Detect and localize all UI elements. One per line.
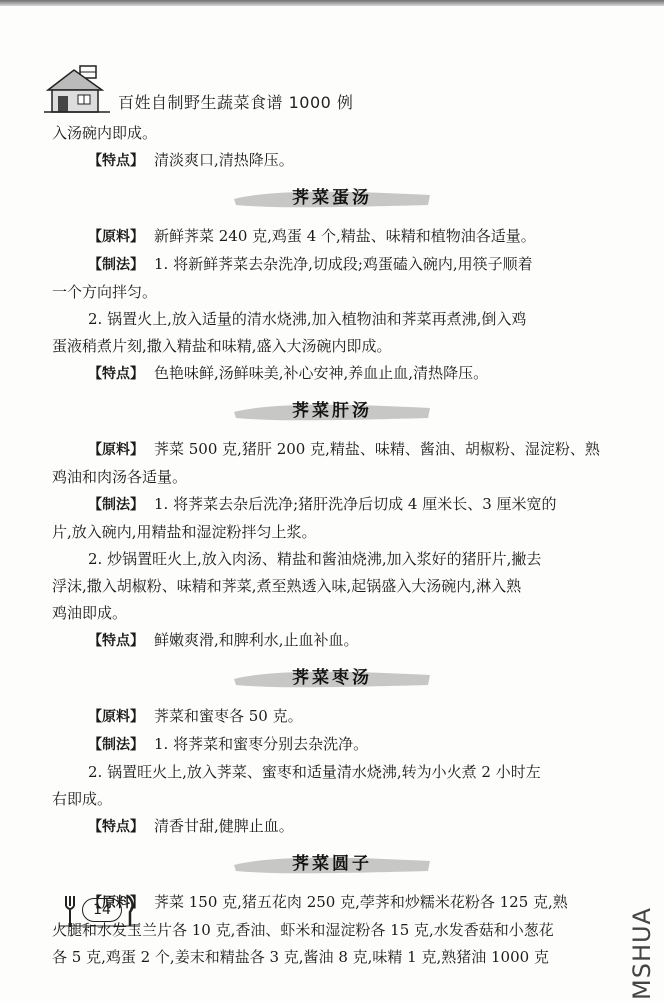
recipe-title: 荠菜枣汤: [232, 663, 432, 693]
watermark: MSHUA: [628, 907, 656, 1000]
method-step: 2. 炒锅置旺火上,放入肉汤、精盐和酱油烧沸,加入浆好的猪肝片,撇去: [88, 550, 542, 568]
recipe-title: 荠菜肝汤: [232, 396, 432, 426]
method-label: 【 制法 】: [88, 737, 154, 753]
ingredients-label: 【 原料 】: [88, 229, 154, 245]
ingredients-cont: 各 5 克,鸡蛋 2 个,姜末和精盐各 3 克,酱油 8 克,味精 1 克,熟猪油 1000 克: [52, 948, 549, 966]
book-title: 百姓自制野生蔬菜食谱 1000 例: [118, 93, 354, 112]
method-step: 【 制法 】 1. 将新鲜荠菜去杂洗净,切成段;鸡蛋磕入碗内,用筷子顺着: [58, 251, 606, 279]
ingredients-cont: 鸡油和肉汤各适量。: [52, 468, 188, 486]
page-content: [52, 120, 606, 971]
method-step-cont: 片,放入碗内,用精盐和湿淀粉拌匀上浆。: [52, 523, 317, 541]
method-step: 2. 锅置旺火上,放入荠菜、蜜枣和适量清水烧沸,转为小火煮 2 小时左: [88, 763, 541, 781]
ingredients: 【 原料 】 荠菜和蜜枣各 50 克。: [58, 703, 606, 731]
method-label: 【 制法 】: [88, 497, 154, 513]
method-step-cont: 右即成。: [52, 790, 113, 808]
ingredients-label: 【 原料 】: [88, 442, 154, 458]
page-footer: [60, 890, 140, 930]
feature: 【 特点 】 色艳味鲜,汤鲜味美,补心安神,养血止血,清热降压。: [58, 360, 606, 388]
page-number: 14: [82, 898, 122, 922]
ingredients: 【 原料 】 荠菜 150 克,猪五花肉 250 克,荸荠和炒糯米花粉各 125 克,熟: [58, 889, 606, 917]
method-step-cont: 一个方向拌匀。: [52, 283, 158, 301]
method-label: 【 制法 】: [88, 257, 154, 273]
ingredients-cont: 火腿和水发玉兰片各 10 克,香油、虾米和湿淀粉各 15 克,水发香菇和小葱花: [52, 921, 554, 939]
ingredients-label: 【 原料 】: [88, 709, 154, 725]
running-header: [44, 62, 604, 114]
feature-label: 【 特点 】: [88, 153, 154, 169]
ingredients-label: 【 原料 】: [88, 895, 154, 911]
method-step: 2. 锅置火上,放入适量的清水烧沸,加入植物油和荠菜再煮沸,倒入鸡: [88, 310, 527, 328]
ingredients: 【 原料 】 新鲜荠菜 240 克,鸡蛋 4 个,精盐、味精和植物油各适量。: [58, 223, 606, 251]
recipe-title: 荠菜蛋汤: [232, 183, 432, 213]
house-icon: [44, 62, 110, 114]
top-edge-shadow: [0, 0, 664, 6]
feature-label: 【 特点 】: [88, 819, 154, 835]
method-step-cont: 鸡油即成。: [52, 604, 128, 622]
continued-line: 入汤碗内即成。: [52, 124, 158, 142]
method-step: 【 制法 】 1. 将荠菜去杂后洗净;猪肝洗净后切成 4 厘米长、3 厘米宽的: [58, 491, 606, 519]
method-step-cont: 浮沫,撒入胡椒粉、味精和荠菜,煮至熟透入味,起锅盛入大汤碗内,淋入熟: [52, 577, 522, 595]
feature: 【 特点 】 清香甘甜,健脾止血。: [58, 813, 606, 841]
ingredients: 【 原料 】 荠菜 500 克,猪肝 200 克,精盐、味精、酱油、胡椒粉、湿淀粉、熟: [58, 436, 606, 464]
feature-text: 清淡爽口,清热降压。: [154, 151, 294, 169]
method-step: 【 制法 】 1. 将荠菜和蜜枣分别去杂洗净。: [58, 731, 606, 759]
feature-label: 【 特点 】: [88, 633, 154, 649]
feature-label: 【 特点 】: [88, 366, 154, 382]
intro-feature: [58, 147, 606, 175]
method-step-cont: 蛋液稍煮片刻,撒入精盐和味精,盛入大汤碗内即成。: [52, 337, 392, 355]
recipe-title: 荠菜圆子: [232, 849, 432, 879]
feature: 【 特点 】 鲜嫩爽滑,和脾利水,止血补血。: [58, 627, 606, 655]
